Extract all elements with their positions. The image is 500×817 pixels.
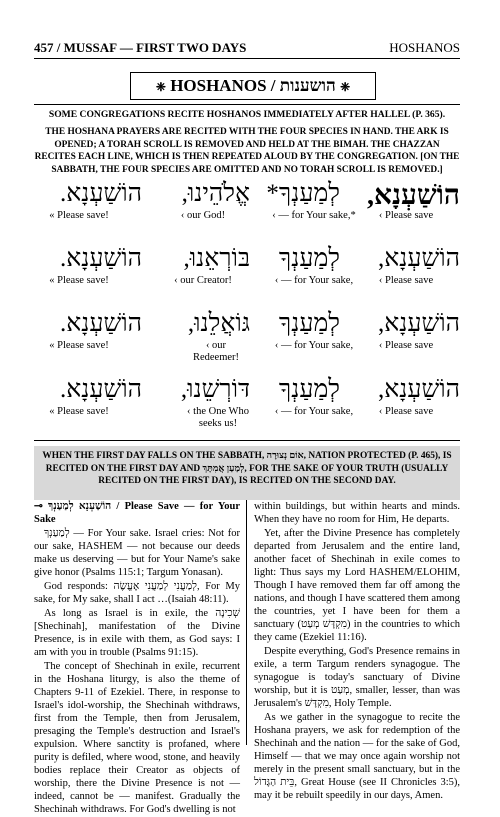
page-title — [130, 72, 376, 100]
instructions: THE HOSHANA PRAYERS ARE RECITED WITH THE FOUR SPECIES IN HAND. THE ARK IS OPENED; A TORAH SCROLL IS REMOVED AND HELD AT THE BIMAH. THE CHAZZAN RECITES EACH LINE, WHICH IS THEN REPEATED ALOUD BY THE CONGREGATION. [ON THE SABBATH, THE FOUR SPECIES ARE OMITTED AND NO TORAH SCROLL IS REMOVED.] — [34, 127, 460, 175]
commentary-heading: ⊸ הוֹשַׁעְנָא לְמַעַנְךָ / Please Save — for Your Sake — [34, 501, 240, 525]
verse-2 — [34, 245, 460, 305]
commentary-paragraph: God responds: לְמַעֲנִי לְמַעֲנִי אֶעֱשֶׂה, For My sake, for My sake, shall I act …(Isaiah 48:11). — [34, 581, 240, 605]
hebrew-word: הוֹשַׁעְנָא, — [377, 245, 460, 272]
verse-3 — [34, 310, 460, 370]
verse-english: ‹ our Redeemer! — [192, 340, 240, 363]
commentary-left — [34, 500, 240, 817]
verse-english: ‹ our God! — [180, 210, 226, 221]
hebrew-word: הוֹשַׁעְנָא, — [366, 180, 460, 211]
hebrew-word: הוֹשַׁעְנָא, — [377, 310, 460, 337]
verse-english: ‹ — for Your sake, — [274, 406, 354, 417]
header-rule — [34, 58, 460, 59]
ornament-right-icon: ❈ — [340, 80, 351, 94]
verse-4 — [34, 376, 460, 436]
verse-english: ‹ the One Who seeks us! — [187, 406, 249, 429]
hebrew-word: לְמַעַנְךָ* — [266, 180, 340, 207]
verse-english: ‹ — for Your sake,* — [272, 210, 356, 221]
verse-english: « Please save! — [49, 340, 109, 351]
page-title-text: HOSHANOS / הושענות — [170, 76, 336, 95]
verse-english: ‹ our Creator! — [174, 275, 232, 286]
verse-english: « Please save! — [49, 210, 109, 221]
hebrew-word: לְמַעַנְךָ — [278, 376, 340, 403]
hebrew-word: בּוֹרְאֵנוּ, — [183, 245, 250, 272]
title-rule — [34, 104, 460, 105]
hebrew-word: הוֹשַׁעְנָא, — [377, 376, 460, 403]
commentary-right — [254, 500, 460, 803]
intro-note: SOME CONGREGATIONS RECITE HOSHANOS IMMEDIATELY AFTER HALLEL (P. 365). — [48, 109, 446, 120]
section-rule — [34, 440, 460, 441]
hebrew-word: גּוֹאֲלֵנוּ, — [187, 310, 250, 337]
hebrew-word: אֱלֹהֵינוּ, — [181, 180, 250, 207]
ornament-left-icon: ❈ — [155, 80, 166, 94]
verse-english: ‹ — for Your sake, — [274, 340, 354, 351]
verse-english: ‹ — for Your sake, — [274, 275, 354, 286]
running-head-left: 457 / MUSSAF — FIRST TWO DAYS — [34, 40, 247, 55]
hebrew-word: הוֹשַׁעְנָא. — [59, 180, 142, 207]
commentary-paragraph: As we gather in the synagogue to recite the Hoshana prayers, we ask for redemption of the Shechinah and the nation — for the sake of God, Himself — that we may once again worship not merely in the present small sanctuary, but in the בֵּית הַגָּדוֹל, Great House (see II Chronicles 3:5), may it be rebuilt speedily in our days, Amen. — [254, 712, 461, 801]
commentary-paragraph: The concept of Shechinah in exile, recurrent in the Hoshana liturgy, is also the theme of Chapters 9-11 of Ezekiel. There, in response to Israel's idol-worship, the Shechinah withdraws, first from the Temple, then from Jerusalem, presaging the Temple's destruction and Israel's expulsion. Where sanctity is profaned, where purity is defiled, where wood, stone, and heavily bodies replace their Creator as objects of worship, there the Divine Presence is not — indeed, cannot be — manifest. Gradually the Shechinah withdraws. For God's dwelling is not — [34, 661, 240, 815]
verse-english: « Please save! — [49, 275, 109, 286]
hebrew-word: לְמַעַנְךָ — [278, 310, 340, 337]
hebrew-word: לְמַעַנְךָ — [278, 245, 340, 272]
commentary-paragraph: Yet, after the Divine Presence has completely departed from Jerusalem and the entire land, another facet of Shechinah in exile comes to light: Thus says my Lord HASHEM/ELOHIM, Though I have removed them far off among the nations, and though I have scattered them among the countries, yet I have been for them a sanctuary (מִקְדָּשׁ מְעַט) in the countries to which they came (Ezekiel 11:16). — [254, 528, 461, 643]
column-divider — [246, 500, 247, 745]
running-head — [34, 40, 460, 58]
verse-english: ‹ Please save — [378, 406, 434, 417]
verse-english: ‹ Please save — [378, 275, 434, 286]
sabbath-note: WHEN THE FIRST DAY FALLS ON THE SABBATH, אוֹם נְצוּרָה, NATION PROTECTED (P. 465), IS RECITED ON THE FIRST DAY AND לְמַעַן אֲמִתָּךְ, FOR THE SAKE OF YOUR TRUTH (USUALLY RECITED ON THE FIRST DAY), IS RECITED ON THE SECOND DAY. — [34, 446, 460, 500]
verse-english: ‹ Please save — [378, 210, 434, 221]
commentary-paragraph: As long as Israel is in exile, the שְׁכִינָה [Shechinah], manifestation of the Divine Presence, is in exile with them, as God says: I am with you in trouble (Psalms 91:15). — [34, 608, 240, 658]
commentary-paragraph: Despite everything, God's Presence remains in exile, a term Targum renders synagogue. The synagogue is today's sanctuary of Divine worship, but it is מְעַט, smaller, lesser, than was Jerusalem's מִקְדָּשׁ, Holy Temple. — [254, 646, 460, 709]
hebrew-word: הוֹשַׁעְנָא. — [59, 245, 142, 272]
running-head-right: HOSHANOS — [389, 40, 460, 55]
hebrew-word: דּוֹרְשֵׁנוּ, — [180, 376, 250, 403]
commentary-paragraph: within buildings, but within hearts and minds. When they have no room for Him, He departs. — [254, 501, 460, 525]
verse-english: « Please save! — [49, 406, 109, 417]
verse-1 — [34, 180, 460, 240]
verse-english: ‹ Please save — [378, 340, 434, 351]
hebrew-word: הוֹשַׁעְנָא. — [59, 376, 142, 403]
commentary-paragraph: לְמַעַנְךָ — For Your sake. Israel cries: Not for our sake, HASHEM — not because our deeds make us deserving — but for Your Name's sake give honor (Psalms 115:1; Targum Yonasan). — [34, 528, 240, 578]
hebrew-word: הוֹשַׁעְנָא. — [59, 310, 142, 337]
